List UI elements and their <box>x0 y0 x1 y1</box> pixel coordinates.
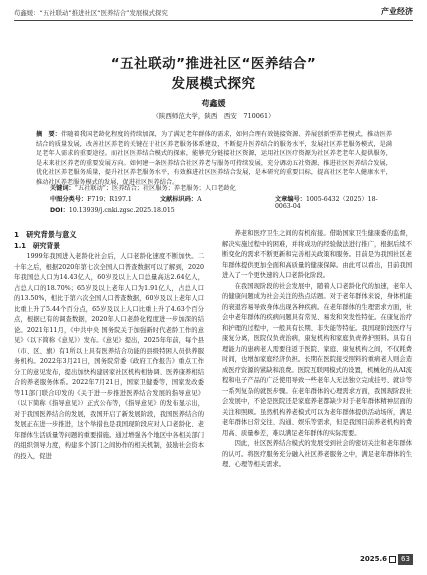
journal-section: 产业经济 <box>381 7 413 16</box>
article-id: 文章编号：1005-6432（2025）18-0063-04 <box>275 196 378 210</box>
left-column <box>14 229 204 462</box>
keywords-label: 关键词： <box>50 185 75 192</box>
document-code: 文献标识码：A <box>160 196 202 203</box>
body-paragraph: 因此，社区医养结合模式的发展受到社会的密切关注和老年群体的认可。将医疗服务充分融入社区养老服务之中，满足老年群体的生理、心理等相关需求。 <box>222 440 412 468</box>
page-number: 63 <box>398 554 413 565</box>
article-title-line2: 发展模式探究 <box>171 76 256 92</box>
body-paragraph: 1999年我国进入老龄化社会后，人口老龄化速度不断加快。二十年之后，根据2020年第七次全国人口普查数据可以了解到，2020年我国总人口为14.43亿人，60岁及以上人口总量高达2.64亿人，占总人口的18.70%；65岁及以上老年人口为1.91亿人，占总人口的13.50%，相比于第六次全国人口普查数据，60岁及以上老年人口比重上升了5.44个百分点，65岁及以上人口比重上升了4.63个百分点，根据已有的调查数据，2020年人口老龄化程度进一步加深的结论。2021年11月，《中共中央 国务院关于加强新时代老龄工作的意见》（以下简称《意见》）发布。《意见》提出，2025年年前，每个县（市、区、旗）有1所以上具有医养结合功能的县级特困人员供养服务机构。2022年3月21日，国务院常委《政府工作报告》重点工作分工的意见发布，提出加快构建居家社区机构相协调、医养康养相结合的养老服务体系。2022年7月21日，国家卫健委等，国家发改委等11部门联合印发的《关于进一步推进医养结合发展的指导意见》（以下简称《指导意见》）正式公布等，《指导意见》的发布显示出，对于我国医养结合的发展，我国开启了新发展阶段，我国医养结合的发展正在进一步推进，这个举措也是我国现阶段应对人口老龄化、老年群体生活质量等问题的重要措施。通过增强各个地区中各相关部门的组织领导力度，构建多个部门之间协作的相关机制，鼓励社会资本的投入，促进 <box>14 253 204 460</box>
header-rule <box>14 20 413 21</box>
keywords <box>50 183 380 192</box>
abstract <box>36 130 393 186</box>
body-paragraph: 养老和医疗卫生之间的有机衔接。借助国家卫生健康委的监督，解决实施过程中的困难，并将成功的经验做法进行推广，根据后续不断变化的需求不断更新和完善相关政策和服务。目前是为我国社区老年群体提供更加全面和高质量的健康保障。由此可以看出，目前我国进入了一个更快速的人口老龄化阶段。 <box>222 230 412 279</box>
article-title-line1: “五社联动”推进社区“医养结合” <box>110 56 317 72</box>
abstract-label: 摘 要： <box>36 131 61 138</box>
book-icon <box>389 556 396 563</box>
affiliation: （陕西师范大学，陕西 西安 710061） <box>152 112 275 120</box>
doi-value: 10.13939/j.cnki.zgsc.2025.18.015 <box>68 207 175 214</box>
doi <box>50 205 380 214</box>
author: 苟鑫媛 <box>201 99 226 108</box>
right-column <box>222 229 412 471</box>
keywords-text: “五社联动”；医养结合；社区服务；养老服务；人口老龄化 <box>74 185 236 192</box>
classification-row <box>50 194 380 210</box>
issue-number: 2025.6 <box>359 555 387 563</box>
body-paragraph: 在我国现阶段的社会发展中，随着人口老龄化代的加速，老年人的健康问题成为社会关注的热点话题。对于老年群体来说，身体机能的衰退容易导致身体出现各种疾病。在老年群体的生理需求方面，社会中老年群体的疾病问题具有常见、易发和突发性特征。在康复治疗和护理的过程中，一般具有长期、非失能等特征。我国现阶段医疗与康复分离，医院仅负责治病，康复机构和家庭负责养护照料。具有自理能力的患病老人需要往返于医院、家庭、康复机构之间，不仅耗费时间，也增加家庭经济负担。长期在医院接受照料的重病老人则会造成医疗资源的紧缺和浪费。医院互联网模式的设置，机械化的从AI流程和电子产品的广泛使用导致一些老年人无法独立完成挂号、就诊等一系列复杂的就医步骤。在老年群体的心理需求方面，我国现阶段社会发展中，不论是医院还是家庭养老都缺少对于老年群体精神层面的关注和照顾。虽然机构养老模式可以为老年群体提供活动场所，满足老年群体日常交往、沟通、娱乐等需求，但是我国目前养老机构的费用高、质量参差，难以满足老年群体的实际需要。 <box>222 282 412 437</box>
running-title: 苟鑫媛：“五社联动”推进社区“医养结合”发展模式探究 <box>14 9 168 17</box>
clc-number: 中图分类号：F719；R197.1 <box>50 196 132 203</box>
page-footer <box>333 553 413 567</box>
subsection-heading: 1.1 研究背景 <box>14 242 61 250</box>
section-heading: 1 研究背景与意义 <box>14 230 77 239</box>
abstract-text: 伴随着我国老龄化程度的持续加深，为了满足老年群体的需求，如何合理有效链接资源、养展创新型养老模式，推动医养结合的质量发展，改善社区养老的关键在于社区养老服务体系建设，不断提升医养结合的服务水平，发展社区养老服务模式，是满足老年人需求的重要途径。而社区医养结合模式的探索，能够充分链接社区资源，运用社区医疗资源为社区养老老年人提供服务，是未来社区养老的重要发展方向。如何建一条医养结合社区养老与服务可持续发展，充分调动五社资源，推进社区医养结合发展，优化社区养老服务质量，提升社区养老服务水平，有效推进社区医养结合发展，是本研究的重要目标，提高社区老年人健康水平，推动社区养老服务模式的发展，促进社区医养结合。 <box>36 131 393 186</box>
doi-label: DOI： <box>50 207 69 214</box>
running-header <box>14 6 413 20</box>
